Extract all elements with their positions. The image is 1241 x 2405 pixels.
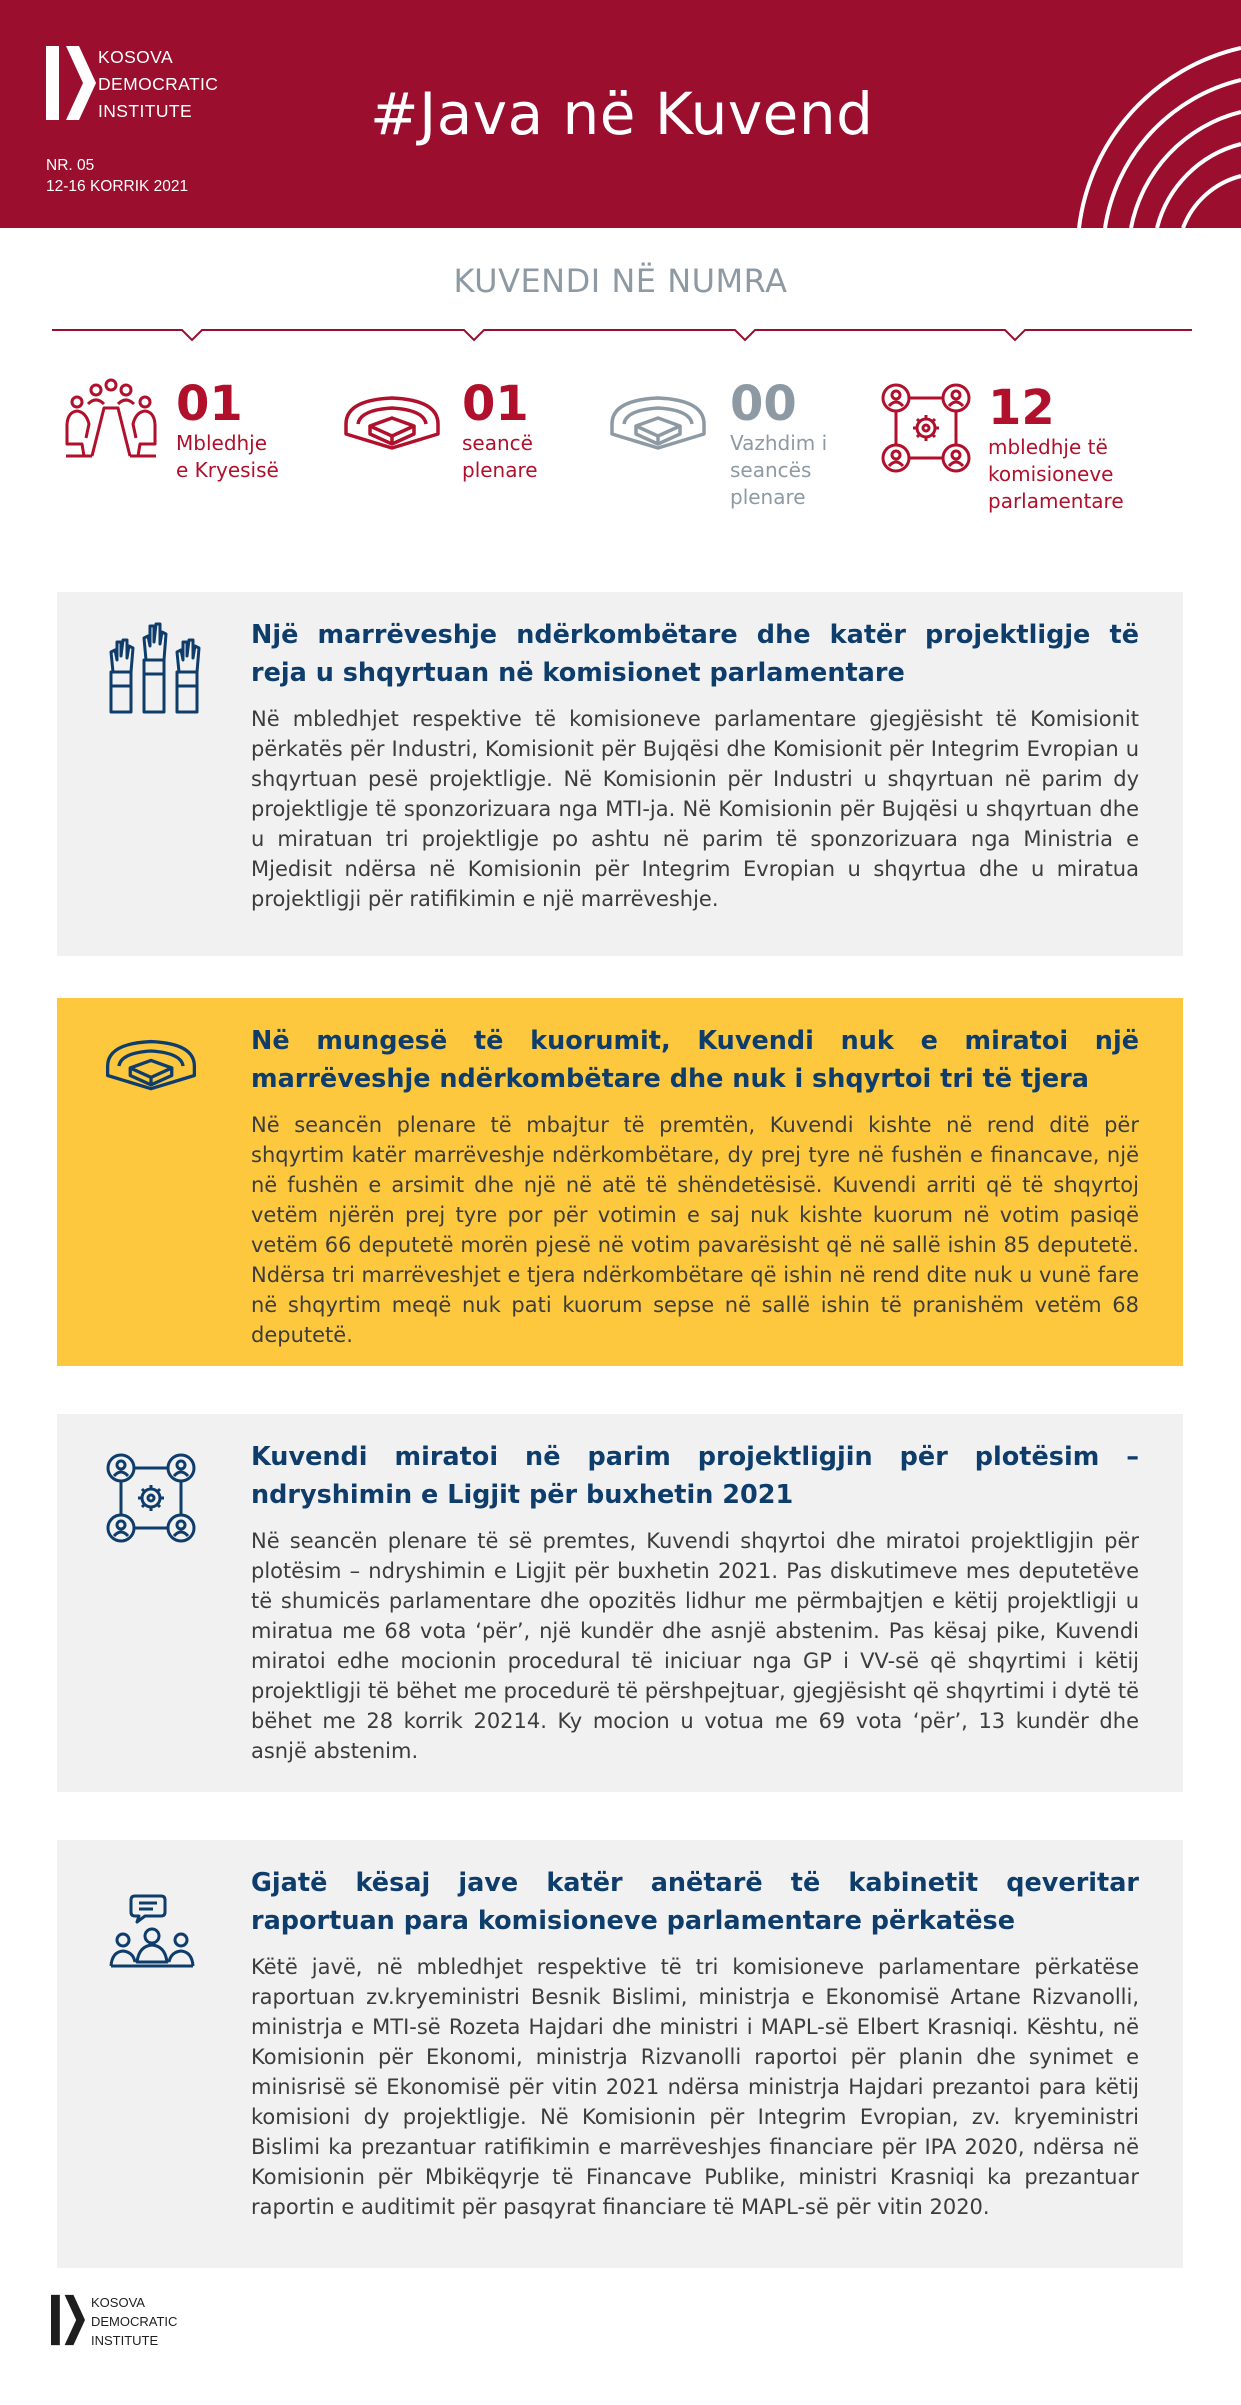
plenary-hall-icon: [342, 390, 442, 460]
committee-network-icon: [105, 1452, 197, 1544]
section-divider: [52, 322, 1192, 344]
stat-value: 01: [176, 376, 243, 432]
stat-label: [730, 430, 827, 511]
stat-label-line: Mbledhje: [176, 431, 268, 455]
stat-presidency-meetings: [62, 378, 279, 484]
logo-line: DEMOCRATIC: [98, 74, 219, 94]
news-card-committee-bills: [57, 592, 1183, 956]
stat-label-line: parlamentare: [988, 489, 1124, 513]
plenary-hall-outline-icon: [608, 390, 708, 460]
stat-label: [988, 434, 1124, 515]
card-body: Në seancën plenare të mbajtur të premtën, Kuvendi kishte në rend ditë për shqyrtim katër marrëveshje ndërkombëtare, dy prej tyre në fushën e financave, një në fushën e arsimit dhe një në atë të shëndetësisë. Kuvendi arriti që të shqyrtoj vetëm njërën prej tyre por për votimin e saj nuk kishte kuorum në votim pasiqë vetëm 66 deputetë morën pjesë në votim pavarësisht që në sallë ishin 85 deputetë. Ndërsa tri marrëveshjet e tjera ndërkombëtare që ishin në rend dite nuk u vunë fare në shqyrtim meqë nuk pati kuorum sepse në sallë ishin të pranishëm vetëm 68 deputetë.: [251, 1113, 1139, 1347]
page-title: #Java në Kuvend: [370, 80, 874, 148]
stat-label-line: plenare: [730, 485, 806, 509]
card-title: Një marrëveshje ndërkombëtare dhe katër projektligje të reja u shqyrtuan në komisionet parlamentare: [251, 620, 1139, 688]
news-card-quorum: [57, 998, 1183, 1366]
news-card-ministers-report: [57, 1840, 1183, 2268]
logo-line: KOSOVA: [91, 2295, 145, 2310]
news-card-budget-law: [57, 1414, 1183, 1792]
issue-info: [46, 155, 188, 197]
card-title: Kuvendi miratoi në parim projektligjin për plotësim – ndryshimin e Ligjit për buxhetin 2021: [251, 1442, 1139, 1510]
logo-line: INSTITUTE: [98, 101, 193, 121]
meeting-people-icon: [62, 378, 160, 462]
header-banner: [0, 0, 1241, 228]
plenary-hall-icon: [101, 1034, 201, 1100]
logo-line: INSTITUTE: [91, 2333, 159, 2348]
stat-label-line: seancë: [462, 431, 533, 455]
stat-label-line: e Kryesisë: [176, 458, 279, 482]
kdi-logo: [46, 46, 218, 125]
footer-kdi-logo: [51, 2294, 177, 2350]
issue-date: 12-16 KORRIK 2021: [46, 178, 189, 195]
stat-label-line: seancës: [730, 458, 812, 482]
stat-label: [462, 430, 538, 484]
stat-label-line: Vazhdim i: [730, 431, 828, 455]
logo-text: [91, 2293, 177, 2350]
raised-hands-vote-icon: [107, 622, 201, 714]
ministers-speech-icon: [109, 1892, 195, 1972]
stat-plenary-continuation: [608, 378, 827, 511]
stat-label: [176, 430, 279, 484]
card-body: Këtë javë, në mbledhjet respektive të tri komisioneve parlamentare përkatëse raportuan zv.kryeministri Besnik Bislimi, ministrja e Ekonomisë Artane Rizvanolli, ministrja e MTI-së Rozeta Hajdari dhe ministri i MAPL-së Elbert Krasniqi. Kështu, në Komisionin për Ekonomi, ministrja Rizvanolli raportoi për planin dhe synimet e minisrisë së Ekonomisë për vitin 2021 ndërsa ministrja Hajdari prezantoi para këtij komisioni dy projektligje. Në Komisionin për Integrim Evropian, zv. kryeministri Bislimi ka prezantuar ratifikimin e marrëveshjes financiare për IPA 2020, ndërsa në Komisionin për Mbikëqyrje të Financave Publike, ministri Krasniqi ka prezantuar raportin e auditimit për pasqyrat financiare të MAPL-së për vitin 2020.: [251, 1955, 1139, 2219]
stat-committee-meetings: [880, 382, 1124, 515]
stat-plenary-sessions: [342, 378, 538, 484]
numbers-section-title: KUVENDI NË NUMRA: [453, 262, 788, 300]
stat-label-line: mbledhje të: [988, 435, 1108, 459]
stat-label-line: plenare: [462, 458, 538, 482]
stat-value: 12: [988, 380, 1055, 436]
logo-text: [98, 44, 218, 125]
committee-network-icon: [880, 382, 972, 474]
card-title: Gjatë kësaj jave katër anëtarë të kabinetit qeveritar raportuan para komisioneve parlamentare përkatëse: [251, 1868, 1139, 1936]
issue-number: NR. 05: [46, 157, 95, 174]
parliament-arcs-icon: [1061, 0, 1241, 228]
kdi-logo-mark-icon: [51, 2294, 85, 2346]
kdi-logo-mark-icon: [46, 46, 96, 120]
logo-line: DEMOCRATIC: [91, 2314, 178, 2329]
stat-value: 00: [730, 376, 797, 432]
card-body: Në mbledhjet respektive të komisioneve parlamentare gjegjësisht të Komisionit përkatës për Industri, Komisionit për Bujqësi dhe Komisionit për Integrim Evropian u shqyrtuan pesë projektligje. Në Komisionin për Industri u shqyrtuan në parim dy projektligje të sponzorizuara nga MTI-ja. Në Komisionin për Bujqësi u shqyrtuan dhe u miratuan tri projektligje po ashtu në parim të sponzorizuara nga Ministria e Mjedisit ndërsa në Komisionin për Integrim Evropian u shqyrtua dhe u miratua projektligji për ratifikimin e një marrëveshje.: [251, 707, 1139, 911]
stat-value: 01: [462, 376, 529, 432]
card-body: Në seancën plenare të së premtes, Kuvendi shqyrtoi dhe miratoi projektligjin për plotësim – ndryshimin e Ligjit për buxhetin 2021. Pas diskutimeve mes deputetëve të shumicës parlamentare dhe opozitës lidhur me përmbajtjen e këtij projektligji u miratua me 68 vota ‘për’, një kundër dhe asnjë abstenim. Pas kësaj pike, Kuvendi miratoi edhe mocionin procedural të iniciuar nga GP i VV-së që shqyrtimi i këtij projektligji të bëhet me procedurë të përshpejtuar, gjegjësisht që shqyrtimi i dytë të bëhet me 28 korrik 20214. Ky mocion u votua me 69 vota ‘për’, 13 kundër dhe asnjë abstenim.: [251, 1529, 1139, 1763]
card-title: Në mungesë të kuorumit, Kuvendi nuk e miratoi një marrëveshje ndërkombëtare dhe nuk i shqyrtoi tri të tjera: [251, 1026, 1139, 1094]
stat-label-line: komisioneve: [988, 462, 1114, 486]
logo-line: KOSOVA: [98, 47, 174, 67]
